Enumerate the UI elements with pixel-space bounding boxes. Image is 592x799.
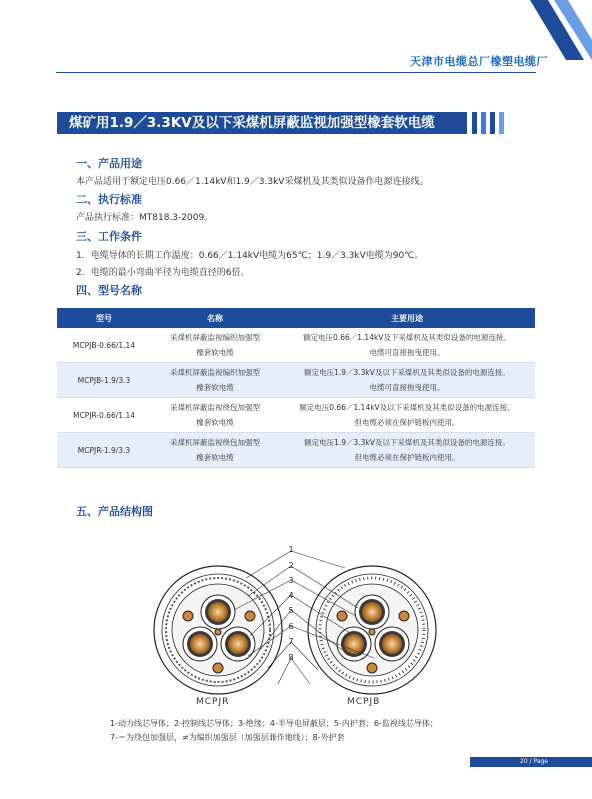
name-cell: 采煤机屏蔽监视绕包加强型 橡套软电缆	[151, 433, 279, 468]
legend-line-1: 1-动力线芯导体；2-控制线芯导体；3-绝缘；4-半导电屏蔽层；5-内护套；6-监视线芯导体；	[110, 719, 438, 728]
section-heading-structure: 五、产品结构图	[76, 505, 153, 518]
use-cell: 额定电压1.9／3.3kV及以下采煤机及其类似设备的电源连接。 但电缆必须在保护链板内使用。	[279, 433, 535, 468]
table-row	[57, 363, 535, 398]
diagram-number: 5	[288, 606, 294, 615]
use-cell: 额定电压1.9／3.3kV及以下采煤机及其类似设备的电源连接。 电缆可直接拖曳使用。	[279, 363, 535, 398]
power-core	[183, 627, 217, 661]
table-header-model: 型号	[57, 308, 151, 328]
diagram-number: 1	[288, 545, 294, 554]
header-rule	[56, 72, 536, 73]
page-number: 20 / Page	[470, 757, 592, 767]
diagram-number: 4	[288, 591, 294, 600]
cable-mcpjr	[154, 566, 282, 694]
power-core	[201, 595, 235, 629]
cable-mcpjb	[308, 566, 436, 694]
table-row	[57, 398, 535, 433]
usage-text: 本产品适用于额定电压0.66／1.14kV和1.9／3.3kV采煤机及其类似设备作电源连接线。	[76, 177, 429, 187]
page-title: 煤矿用1.9／3.3KV及以下采煤机屏蔽监视加强型橡套软电缆	[57, 112, 467, 134]
table-row	[57, 328, 535, 363]
power-core	[355, 595, 389, 629]
table-header-name: 名称	[151, 308, 279, 328]
diagram-label-mcpjb: MCPJB	[347, 697, 381, 707]
diagram-number: 6	[288, 622, 294, 631]
model-cell: MCPJB-1.9/3.3	[57, 363, 151, 398]
table-header-use: 主要用途	[279, 308, 535, 328]
standard-text: 产品执行标准：MT818.3-2009。	[76, 213, 214, 223]
table-row	[57, 433, 535, 468]
corner-decoration	[512, 0, 592, 60]
cable-structure-diagram	[150, 538, 440, 698]
section-heading-standard: 二、执行标准	[76, 193, 142, 206]
diagram-number: 7	[288, 637, 294, 646]
company-name: 天津市电缆总厂橡塑电缆厂	[410, 55, 548, 68]
name-cell: 采煤机屏蔽监视编织加强型 橡套软电缆	[151, 328, 279, 363]
use-cell: 额定电压0.66／1.14kV及以下采煤机及其类似设备的电源连接。 但电缆必须在保护链板内使用。	[279, 398, 535, 433]
title-stripes	[472, 112, 504, 134]
diagram-number: 2	[288, 561, 294, 570]
name-cell: 采煤机屏蔽监视编织加强型 橡套软电缆	[151, 363, 279, 398]
model-table	[57, 308, 535, 468]
model-cell: MCPJR-1.9/3.3	[57, 433, 151, 468]
legend-line-2: 7-＝为绕包加强层，≠为编织加强层（加强层兼作地线）；8-外护套	[110, 733, 345, 742]
diagram-label-mcpjr: MCPJR	[196, 697, 230, 707]
conditions-item-2: 2．电缆的最小弯曲半径为电缆直径的6倍。	[76, 268, 250, 278]
name-cell: 采煤机屏蔽监视绕包加强型 橡套软电缆	[151, 398, 279, 433]
power-core	[221, 627, 255, 661]
model-cell: MCPJR-0.66/1.14	[57, 398, 151, 433]
power-core	[375, 627, 409, 661]
diagram-number: 8	[288, 653, 294, 662]
section-heading-usage: 一、产品用途	[76, 157, 142, 170]
model-cell: MCPJB-0.66/1.14	[57, 328, 151, 363]
use-cell: 额定电压0.66／1.14kV及下采煤机及其类似设备的电源连接。 电缆可直接拖曳使用。	[279, 328, 535, 363]
power-core	[337, 627, 371, 661]
conditions-item-1: 1．电缆导体的长期工作温度：0.66／1.14kV电缆为65℃；1.9／3.3kV电缆为90℃。	[76, 251, 424, 261]
section-heading-models: 四、型号名称	[76, 284, 142, 297]
section-heading-conditions: 三、工作条件	[76, 230, 142, 243]
diagram-number: 3	[288, 576, 294, 585]
